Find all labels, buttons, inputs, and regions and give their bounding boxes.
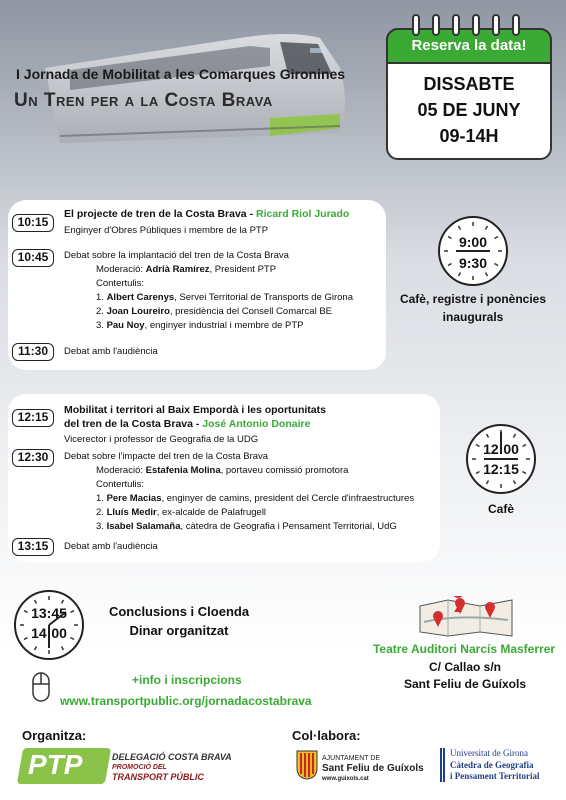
info-label: +info i inscripcions bbox=[132, 673, 242, 687]
organizer-label: Organitza: bbox=[22, 728, 87, 743]
ptp-tagline-2: TRANSPORT PÚBLIC bbox=[112, 772, 204, 782]
udg-chair-l2: i Pensament Territorial bbox=[450, 771, 540, 781]
town-hall-url: www.guixols.cat bbox=[322, 776, 369, 782]
talk-speaker: José Antonio Donaire bbox=[202, 418, 311, 430]
talk-title-cont: del tren de la Costa Brava - José Antonio Donaire bbox=[64, 418, 311, 430]
registration-link[interactable]: www.transportpublic.org/jornadacostabrava bbox=[60, 694, 312, 708]
panelist-item: 2. Lluís Medir, ex-alcalde de Palafrugell bbox=[96, 507, 267, 518]
mouse-icon bbox=[32, 672, 50, 702]
panelist-item: 3. Isabel Salamaña, càtedra de Geografia i Pensament Territorial, UdG bbox=[96, 521, 397, 532]
calendar-ring-icon bbox=[472, 14, 480, 36]
talk-speaker-role: Enginyer d'Obres Públiques i membre de la PTP bbox=[64, 225, 269, 236]
closing-text: Conclusions i Cloenda Dinar organitzat bbox=[108, 604, 250, 638]
time-badge: 12:30 bbox=[12, 449, 54, 467]
ptp-logo-text: PTP bbox=[28, 749, 83, 780]
calendar-ring-icon bbox=[492, 14, 500, 36]
town-hall-l1: AJUNTAMENT DE bbox=[322, 755, 381, 762]
talk-speaker: Ricard Riol Jurado bbox=[255, 208, 350, 220]
udg-bar-icon bbox=[440, 748, 446, 782]
panelists-label: Contertulis: bbox=[96, 278, 145, 289]
ptp-tagline-1: PROMOCIÓ DEL bbox=[112, 764, 167, 771]
calendar-ring-icon bbox=[452, 14, 460, 36]
clock-end-time: 14:00 bbox=[31, 625, 67, 641]
coffee-caption-1: Cafè, registre i ponències inaugurals bbox=[399, 292, 547, 324]
calendar-ring-icon bbox=[432, 14, 440, 36]
udg-name: Universitat de Girona bbox=[450, 748, 528, 758]
clock-end-time: 9:30 bbox=[458, 255, 488, 271]
panelist-item: 1. Pere Macias, enginyer de camins, president del Cercle d'infraestructures bbox=[96, 493, 415, 504]
moderator-line: Moderació: Adrià Ramírez, President PTP bbox=[96, 264, 277, 275]
time-badge: 11:30 bbox=[12, 343, 54, 361]
debate-title: Debat sobre la implantació del tren de la Costa Brava bbox=[64, 250, 289, 261]
venue-name: Teatre Auditori Narcís Masferrer bbox=[372, 642, 556, 656]
audience-debate: Debat amb l'audiència bbox=[64, 541, 158, 552]
talk-title: Mobilitat i territori al Baix Empordà i les oportunitats bbox=[64, 404, 326, 416]
clock-end-time: 12:15 bbox=[483, 461, 519, 477]
ptp-delegation: DELEGACIÓ COSTA BRAVA bbox=[112, 752, 232, 762]
time-badge: 10:15 bbox=[12, 214, 54, 232]
clock-start-time: 13:45 bbox=[31, 605, 67, 621]
calendar-ring-icon bbox=[512, 14, 520, 36]
time-badge: 10:45 bbox=[12, 249, 54, 267]
moderator-line: Moderació: Estafenia Molina, portaveu comissió promotora bbox=[96, 465, 349, 476]
event-hours: 09-14H bbox=[439, 126, 499, 146]
event-title: Un Tren per a la Costa Brava bbox=[14, 90, 273, 111]
panelist-item: 1. Albert Carenys, Servei Territorial de Transports de Girona bbox=[96, 292, 353, 303]
train-illustration bbox=[40, 8, 360, 158]
town-shield-icon bbox=[296, 750, 318, 780]
save-the-date-banner: Reserva la data! bbox=[386, 28, 552, 64]
udg-chair-l1: Càtedra de Geografia bbox=[450, 760, 534, 770]
collaborator-label: Col·labora: bbox=[292, 728, 361, 743]
time-badge: 12:15 bbox=[12, 409, 54, 427]
event-day: DISSABTE bbox=[423, 74, 515, 94]
calendar-ring-icon bbox=[412, 14, 420, 36]
clock-start-time: 9:00 bbox=[458, 234, 488, 250]
map-icon bbox=[418, 596, 514, 638]
event-date: 05 DE JUNY bbox=[417, 100, 521, 120]
talk-speaker-role: Vicerector i professor de Geografia de la UDG bbox=[64, 434, 259, 445]
panelist-item: 2. Joan Loureiro, presidència del Consell Comarcal BE bbox=[96, 306, 333, 317]
debate-title: Debat sobre l'impacte del tren de la Costa Brava bbox=[64, 451, 269, 462]
town-hall-l2: Sant Feliu de Guíxols bbox=[322, 763, 424, 774]
talk-title: El projecte de tren de la Costa Brava - Ricard Riol Jurado bbox=[64, 208, 350, 220]
audience-debate: Debat amb l'audiència bbox=[64, 346, 158, 357]
clock-start-time: 12:00 bbox=[483, 441, 519, 457]
clock-face-ticks bbox=[438, 216, 508, 286]
panelist-item: 3. Pau Noy, enginyer industrial i membre de PTP bbox=[96, 320, 304, 331]
event-subtitle: I Jornada de Mobilitat a les Comarques Gironines bbox=[16, 66, 346, 82]
panelists-label: Contertulis: bbox=[96, 479, 145, 490]
venue-city: Sant Feliu de Guíxols bbox=[403, 677, 527, 691]
clock-face-ticks bbox=[466, 424, 536, 494]
venue-street: C/ Callao s/n bbox=[428, 660, 502, 674]
coffee-caption-2: Cafè bbox=[487, 502, 514, 516]
time-badge: 13:15 bbox=[12, 538, 54, 556]
